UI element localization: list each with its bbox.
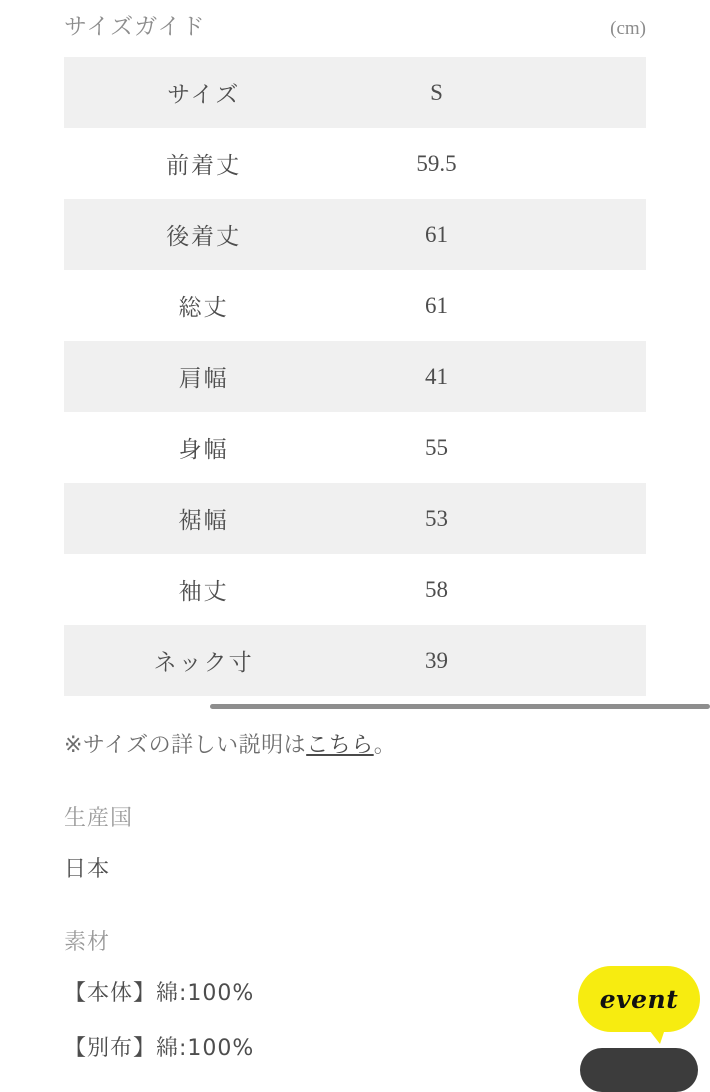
size-row-label: サイズ — [167, 82, 241, 108]
size-row-spacer — [530, 341, 646, 412]
size-row-value: 59.5 — [416, 150, 457, 176]
size-guide-title: サイズガイド — [64, 14, 206, 40]
secondary-floating-button[interactable] — [580, 1048, 698, 1092]
size-row-spacer — [530, 483, 646, 554]
material-value-sub: 【別布】綿:100% — [64, 1036, 255, 1061]
table-row — [64, 270, 646, 341]
table-row — [64, 625, 646, 696]
table-row — [64, 483, 646, 554]
size-row-value: 53 — [424, 505, 448, 531]
size-detail-note — [64, 728, 646, 759]
size-row-label: 裾幅 — [178, 508, 229, 534]
size-row-label: 後着丈 — [166, 224, 242, 250]
table-row — [64, 554, 646, 625]
size-row-spacer — [530, 625, 646, 696]
size-row-spacer — [530, 270, 646, 341]
size-guide-header — [64, 0, 646, 52]
size-detail-link[interactable]: こちら — [306, 733, 374, 758]
table-horizontal-scrollbar[interactable] — [64, 700, 646, 714]
size-row-spacer — [530, 554, 646, 625]
event-floating-button[interactable] — [578, 966, 700, 1032]
size-row-value: 39 — [424, 647, 448, 673]
material-block — [64, 925, 646, 1062]
material-label: 素材 — [64, 930, 111, 955]
table-row — [64, 412, 646, 483]
table-row — [64, 128, 646, 199]
origin-label: 生産国 — [64, 806, 134, 831]
table-row — [64, 199, 646, 270]
size-row-value: 55 — [424, 434, 448, 460]
material-value-body: 【本体】綿:100% — [64, 981, 255, 1006]
size-guide-table — [64, 57, 646, 696]
size-row-spacer — [530, 128, 646, 199]
size-row-label: ネック寸 — [153, 650, 254, 676]
size-row-value: 61 — [424, 221, 448, 247]
size-row-value: 41 — [424, 363, 448, 389]
table-row — [64, 57, 646, 128]
size-row-value: 61 — [424, 292, 448, 318]
note-prefix: ※サイズの詳しい説明は — [64, 733, 307, 758]
size-row-spacer — [530, 57, 646, 128]
size-row-label: 前着丈 — [166, 153, 242, 179]
origin-value: 日本 — [64, 857, 111, 882]
size-row-label: 身幅 — [178, 437, 229, 463]
size-row-spacer — [530, 412, 646, 483]
size-guide-unit: (cm) — [610, 18, 646, 39]
size-row-value: 58 — [424, 576, 448, 602]
size-row-label: 袖丈 — [178, 579, 229, 605]
note-suffix: 。 — [373, 733, 397, 758]
speech-bubble-tail-icon — [646, 1026, 666, 1044]
size-row-spacer — [530, 199, 646, 270]
event-button-label: event — [599, 984, 679, 1014]
origin-block — [64, 801, 646, 883]
table-row — [64, 341, 646, 412]
size-row-label: 肩幅 — [178, 366, 229, 392]
size-row-label: 総丈 — [178, 295, 229, 321]
size-row-value: S — [430, 79, 443, 105]
scrollbar-thumb[interactable] — [210, 704, 710, 709]
